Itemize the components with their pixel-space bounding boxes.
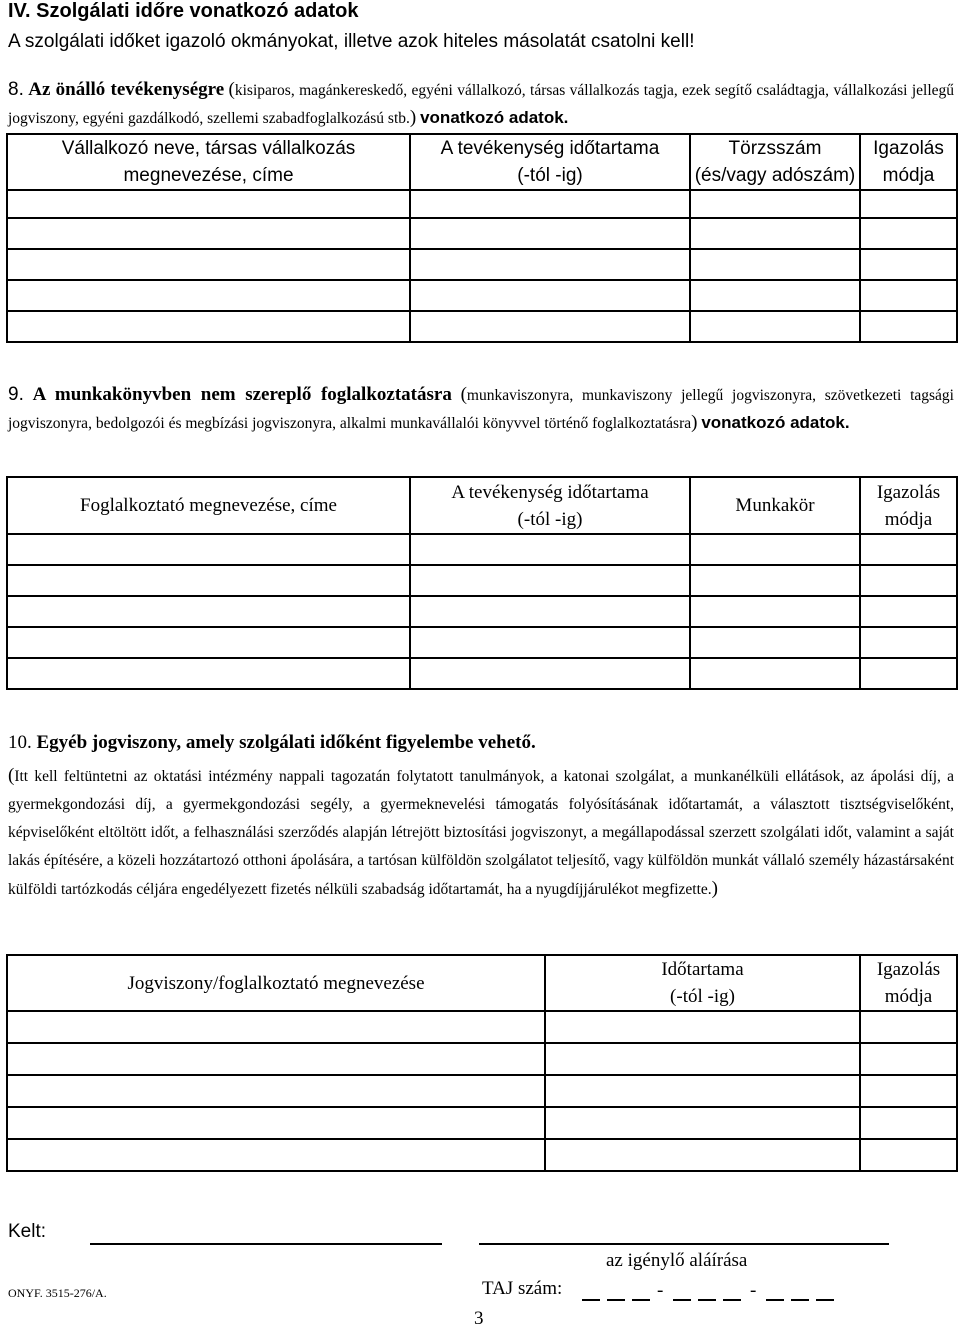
- input-cell[interactable]: [860, 1139, 957, 1171]
- input-cell[interactable]: [545, 1011, 860, 1043]
- table-self-employment: [6, 133, 958, 343]
- close-paren: ): [711, 878, 718, 899]
- input-cell[interactable]: [410, 190, 690, 218]
- open-paren: (: [8, 765, 15, 786]
- input-cell[interactable]: [7, 280, 410, 311]
- section-10-lead: Egyéb jogviszony, amely szolgálati időként figyelembe vehető.: [36, 732, 536, 753]
- table-header-row: [7, 477, 957, 534]
- input-cell[interactable]: [545, 1043, 860, 1075]
- table-row: [7, 1011, 957, 1043]
- taj-digit-field[interactable]: [607, 1299, 625, 1301]
- table-row: [7, 1139, 957, 1171]
- section-10-text: Itt kell feltüntetni az oktatási intézmény nappali tagozatán folytatott tanulmányok, a katonai szolgálat, a munkanélküli ellátások, az ápolási díj, a gyermekgondozási díj, a gyermekgondozási segély, a gyermeknevelési támogatás folyósításának időtartamát, a választott tisztségviselőként, képviselőként eltöltött időt, a felhasználási szerződés alapján létrejött biztosítási jogviszonyt, a megállapodással szerzett szolgálati időt, valamint a saját lakás építésére, a közeli hozzátartozó otthoni ápolására, a tartósan külföldön szolgálatot teljesítő, vagy külföldön munkát vállaló személy házastársaként külföldi tartózkodás céljára engedélyezett fizetés nélküli szabadság időtartamát, ha a nyugdíjjárulékot megfizette.: [8, 768, 954, 898]
- header-verification-method: Igazolás módja: [860, 477, 957, 534]
- table-header-row: [7, 955, 957, 1011]
- input-cell[interactable]: [7, 1107, 545, 1139]
- section-8-tail: vonatkozó adatok.: [420, 108, 569, 127]
- input-cell[interactable]: [7, 565, 410, 596]
- input-cell[interactable]: [7, 1043, 545, 1075]
- input-cell[interactable]: [7, 190, 410, 218]
- input-cell[interactable]: [860, 190, 957, 218]
- input-cell[interactable]: [7, 1011, 545, 1043]
- header-duration: Időtartama (-tól -ig): [545, 955, 860, 1011]
- open-paren: (: [228, 79, 235, 100]
- close-paren: ): [409, 107, 417, 128]
- input-cell[interactable]: [690, 627, 860, 658]
- page-number: 3: [474, 1308, 484, 1329]
- date-field[interactable]: [90, 1243, 442, 1245]
- taj-label: TAJ szám:: [482, 1278, 563, 1299]
- input-cell[interactable]: [545, 1075, 860, 1107]
- header-activity-period: A tevékenység időtartama (-tól -ig): [410, 477, 690, 534]
- input-cell[interactable]: [690, 190, 860, 218]
- taj-digit-field[interactable]: [632, 1299, 650, 1301]
- input-cell[interactable]: [410, 658, 690, 689]
- input-cell[interactable]: [860, 565, 957, 596]
- input-cell[interactable]: [410, 534, 690, 565]
- input-cell[interactable]: [860, 596, 957, 627]
- table-other-legal-relation: [6, 954, 958, 1172]
- table-row: [7, 190, 957, 218]
- input-cell[interactable]: [860, 1107, 957, 1139]
- input-cell[interactable]: [7, 1075, 545, 1107]
- input-cell[interactable]: [410, 280, 690, 311]
- form-code: ONYF. 3515-276/A.: [8, 1286, 107, 1300]
- kelt-label: Kelt:: [8, 1221, 47, 1242]
- table-row: [7, 311, 957, 342]
- taj-digit-field[interactable]: [791, 1299, 809, 1301]
- header-activity-period: A tevékenység időtartama (-tól -ig): [410, 134, 690, 190]
- section-8-intro: [8, 76, 954, 132]
- table-row: [7, 596, 957, 627]
- input-cell[interactable]: [860, 534, 957, 565]
- input-cell[interactable]: [860, 627, 957, 658]
- table-row: [7, 280, 957, 311]
- section-10-heading: [8, 732, 536, 754]
- section-9-intro: [8, 381, 954, 437]
- signature-field[interactable]: [479, 1243, 889, 1245]
- input-cell[interactable]: [7, 534, 410, 565]
- header-relation-name: Jogviszony/foglalkoztató megnevezése: [7, 955, 545, 1011]
- section-9-text: munkaviszonyra, munkaviszony jellegű jogviszonyra, szövetkezeti tagsági jogviszonyra, bedolgozói és megbízási jogviszonyra, alkalmi munkavállalói könyvvel történő foglalkoztatásra: [8, 387, 954, 432]
- open-paren: (: [460, 384, 467, 405]
- input-cell[interactable]: [7, 658, 410, 689]
- section-9-tail: vonatkozó adatok.: [701, 413, 850, 432]
- input-cell[interactable]: [410, 249, 690, 280]
- table-row: [7, 627, 957, 658]
- input-cell[interactable]: [860, 218, 957, 249]
- taj-digit-field[interactable]: [816, 1299, 834, 1301]
- input-cell[interactable]: [7, 596, 410, 627]
- header-registry-number: Törzsszám (és/vagy adószám): [690, 134, 860, 190]
- section-10-text-block: [8, 762, 954, 904]
- section-subtitle: A szolgálati időket igazoló okmányokat, illetve azok hiteles másolatát csatolni kell!: [8, 31, 695, 52]
- input-cell[interactable]: [860, 249, 957, 280]
- table-row: [7, 1107, 957, 1139]
- input-cell[interactable]: [690, 249, 860, 280]
- section-8-text: kisiparos, magánkereskedő, egyéni vállalkozó, társas vállalkozás tagja, ezek segítő családtagja, vállalkozási jellegű jogviszony, egyéni gazdálkodó, szellemi szabadfoglalkozású stb.: [8, 82, 955, 127]
- input-cell[interactable]: [860, 311, 957, 342]
- table-row: [7, 1043, 957, 1075]
- header-job-title: Munkakör: [690, 477, 860, 534]
- input-cell[interactable]: [690, 596, 860, 627]
- input-cell[interactable]: [7, 249, 410, 280]
- taj-separator: -: [750, 1280, 757, 1301]
- section-title: IV. Szolgálati időre vonatkozó adatok: [8, 0, 359, 22]
- header-entrepreneur-name: Vállalkozó neve, társas vállalkozás megnevezése, címe: [7, 134, 410, 190]
- table-row: [7, 534, 957, 565]
- input-cell[interactable]: [545, 1107, 860, 1139]
- input-cell[interactable]: [7, 218, 410, 249]
- section-8-number: 8.: [8, 79, 24, 100]
- input-cell[interactable]: [410, 311, 690, 342]
- section-9-number: 9.: [8, 384, 24, 405]
- input-cell[interactable]: [545, 1139, 860, 1171]
- table-row: [7, 565, 957, 596]
- input-cell[interactable]: [860, 280, 957, 311]
- input-cell[interactable]: [860, 658, 957, 689]
- input-cell[interactable]: [7, 311, 410, 342]
- input-cell[interactable]: [860, 1043, 957, 1075]
- table-header-row: [7, 134, 957, 190]
- input-cell[interactable]: [410, 627, 690, 658]
- taj-digit-field[interactable]: [723, 1299, 741, 1301]
- input-cell[interactable]: [410, 596, 690, 627]
- table-row: [7, 1075, 957, 1107]
- section-9-lead: A munkakönyvben nem szereplő foglalkoztatásra: [32, 384, 452, 405]
- section-8-lead: Az önálló tevékenységre: [28, 79, 225, 100]
- table-row: [7, 249, 957, 280]
- taj-digit-field[interactable]: [766, 1299, 784, 1301]
- input-cell[interactable]: [690, 311, 860, 342]
- taj-separator: -: [657, 1280, 664, 1301]
- table-row: [7, 218, 957, 249]
- table-employment: [6, 476, 958, 690]
- header-employer-name: Foglalkoztató megnevezése, címe: [7, 477, 410, 534]
- taj-digit-field[interactable]: [698, 1299, 716, 1301]
- table-row: [7, 658, 957, 689]
- taj-digit-field[interactable]: [673, 1299, 691, 1301]
- input-cell[interactable]: [410, 218, 690, 249]
- input-cell[interactable]: [690, 218, 860, 249]
- input-cell[interactable]: [7, 1139, 545, 1171]
- header-verification-method: Igazolás módja: [860, 955, 957, 1011]
- input-cell[interactable]: [690, 658, 860, 689]
- input-cell[interactable]: [690, 280, 860, 311]
- input-cell[interactable]: [690, 534, 860, 565]
- header-verification-method: Igazolás módja: [860, 134, 957, 190]
- input-cell[interactable]: [410, 565, 690, 596]
- section-10-number: 10.: [8, 732, 32, 753]
- input-cell[interactable]: [860, 1011, 957, 1043]
- taj-digit-field[interactable]: [582, 1299, 600, 1301]
- input-cell[interactable]: [7, 627, 410, 658]
- close-paren: ): [691, 412, 698, 433]
- input-cell[interactable]: [860, 1075, 957, 1107]
- input-cell[interactable]: [690, 565, 860, 596]
- signature-label: az igénylő aláírása: [606, 1250, 748, 1271]
